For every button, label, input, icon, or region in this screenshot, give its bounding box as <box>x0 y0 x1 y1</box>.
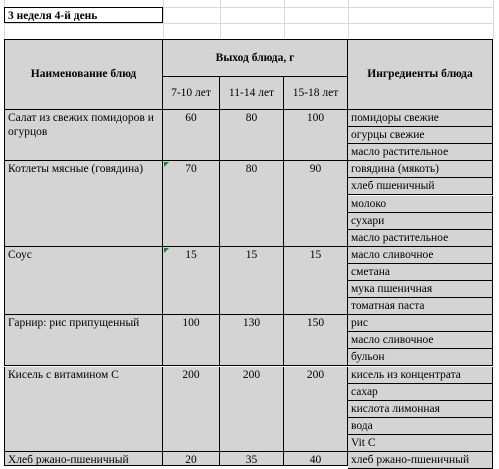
ingredient-cell[interactable]: масло растительное <box>348 144 493 161</box>
yield-cell-y2[interactable]: 35 <box>220 452 284 466</box>
yield-cell-y3[interactable]: 90 <box>284 161 348 247</box>
yield-cell-y1[interactable]: 100 <box>163 315 220 366</box>
yield-cell-y3[interactable]: 200 <box>284 367 348 453</box>
header-yield-text: Выход блюда, г <box>215 51 295 64</box>
yield-cell-y1[interactable]: 20 <box>163 452 220 466</box>
sheet-title-cell[interactable]: 3 неделя 4-й день <box>4 7 163 23</box>
ingredient-cell[interactable]: хлеб ржано-пшеничный <box>348 452 493 469</box>
ingredient-cell[interactable]: рис <box>348 315 493 332</box>
yield-cell-y2[interactable]: 80 <box>220 110 284 161</box>
header-age-11-14-text: 11-14 лет <box>228 86 275 99</box>
dish-name-cell[interactable]: Салат из свежих помидоров и огурцов <box>4 110 163 161</box>
ingredient-cell[interactable]: Vit C <box>348 435 493 452</box>
ingredient-cell[interactable]: помидоры свежие <box>348 110 493 127</box>
dish-name-cell[interactable]: Хлеб ржано-пшеничный <box>4 452 163 466</box>
yield-cell-y3[interactable]: 15 <box>284 247 348 315</box>
header-age-15-18-text: 15-18 лет <box>292 86 339 99</box>
header-ingredients-text: Ингредиенты блюда <box>367 68 473 81</box>
ingredient-cell[interactable]: молоко <box>348 196 493 213</box>
yield-cell-y2[interactable]: 130 <box>220 315 284 366</box>
ingredient-cell[interactable]: сметана <box>348 264 493 281</box>
ingredient-cell[interactable]: хлеб пшеничный <box>348 178 493 195</box>
yield-cell-y1[interactable]: 60 <box>163 110 220 161</box>
ingredient-cell[interactable]: масло сливочное <box>348 332 493 349</box>
gridline <box>163 0 164 39</box>
comment-indicator-icon <box>164 162 169 167</box>
comment-indicator-icon <box>164 248 169 253</box>
ingredient-cell[interactable]: говядина (мякоть) <box>348 161 493 178</box>
gridline <box>4 23 493 24</box>
gridline <box>220 0 221 39</box>
yield-cell-y2[interactable]: 200 <box>220 367 284 453</box>
header-age-15-18[interactable] <box>284 77 348 110</box>
yield-cell-y2[interactable]: 15 <box>220 247 284 315</box>
ingredient-cell[interactable]: масло растительное <box>348 230 493 247</box>
header-yield[interactable] <box>163 39 348 77</box>
dish-name-cell[interactable]: Кисель с витамином С <box>4 367 163 453</box>
ingredient-cell[interactable]: мука пшеничная <box>348 281 493 298</box>
dish-name-cell[interactable]: Соус <box>4 247 163 315</box>
gridline <box>284 0 285 39</box>
ingredient-cell[interactable]: масло сливочное <box>348 247 493 264</box>
header-dish-name[interactable] <box>4 39 163 110</box>
yield-cell-y1[interactable]: 70 <box>163 161 220 247</box>
ingredient-cell[interactable]: кисель из концентрата <box>348 367 493 384</box>
yield-cell-y1[interactable]: 200 <box>163 367 220 453</box>
header-age-11-14[interactable] <box>220 77 284 110</box>
gridline <box>348 0 349 39</box>
header-age-7-10[interactable] <box>163 77 220 110</box>
header-age-7-10-text: 7-10 лет <box>171 86 211 99</box>
ingredient-cell[interactable]: сухари <box>348 213 493 230</box>
header-ingredients[interactable] <box>348 39 493 110</box>
dish-name-cell[interactable]: Котлеты мясные (говядина) <box>4 161 163 247</box>
ingredient-cell[interactable]: вода <box>348 418 493 435</box>
yield-cell-y2[interactable]: 80 <box>220 161 284 247</box>
yield-cell-y3[interactable]: 100 <box>284 110 348 161</box>
yield-cell-y3[interactable]: 150 <box>284 315 348 366</box>
header-dish-name-text: Наименование блюд <box>30 68 137 81</box>
ingredient-cell[interactable]: кислота лимонная <box>348 401 493 418</box>
yield-cell-y3[interactable]: 40 <box>284 452 348 466</box>
yield-cell-y1[interactable]: 15 <box>163 247 220 315</box>
ingredient-cell[interactable]: бульон <box>348 349 493 366</box>
ingredient-cell[interactable]: огурцы свежие <box>348 127 493 144</box>
ingredient-cell[interactable]: сахар <box>348 384 493 401</box>
dish-name-cell[interactable]: Гарнир: рис припущенный <box>4 315 163 366</box>
ingredient-cell[interactable]: томатная паста <box>348 298 493 315</box>
gridline <box>493 0 494 39</box>
